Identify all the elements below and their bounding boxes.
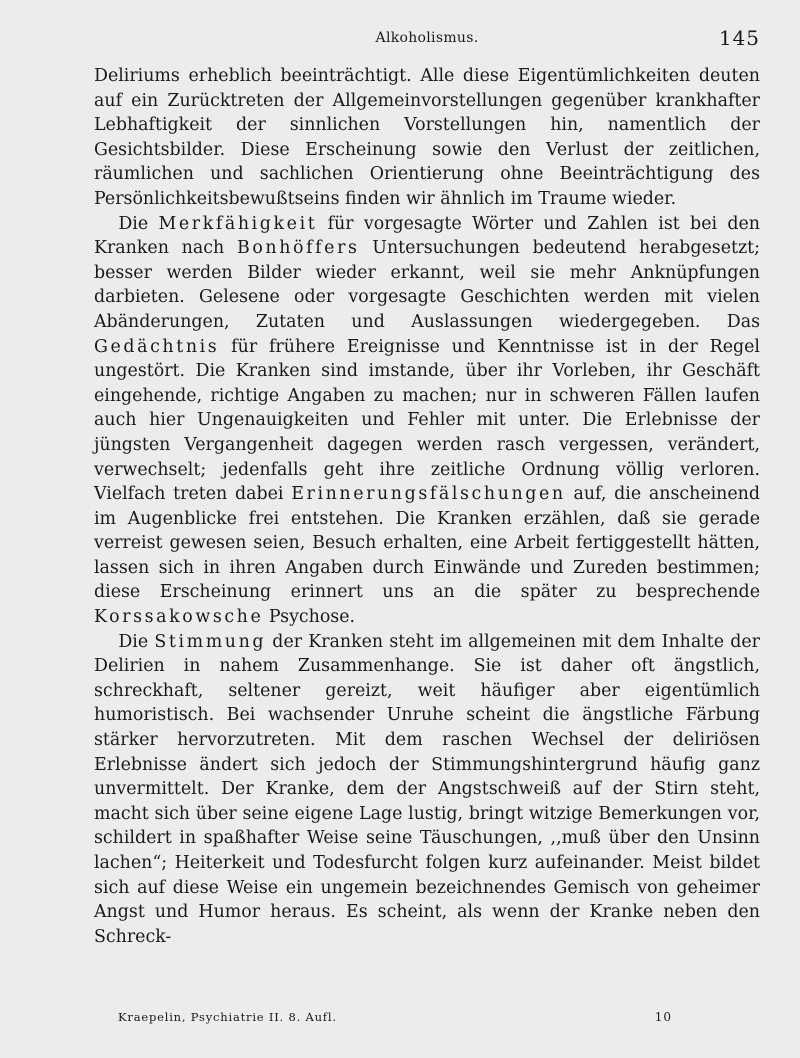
body-text: [94, 64, 760, 949]
page-header: [94, 26, 760, 56]
text-run: für vorgesagte Wörter und Zahlen ist bei den Kranken nach: [94, 213, 760, 259]
text-run: für frühere Ereignisse und Kenntnisse ist in der Regel ungestört. Die Kranken sind imstande, über ihr Vorleben, ihr Geschäft eingehende, richtige Angaben zu machen; nur in schweren Fällen laufen auch hier Ungenauigkeiten und Fehler mit unter. Die Erlebnisse der jüngsten Vergangenheit dagegen werden rasch vergessen, verändert, verwechselt; jedenfalls geht ihre zeitliche Ordnung völlig verloren. Vielfach treten dabei: [94, 336, 760, 505]
text-run: der Kranken steht im allgemeinen mit dem Inhalte der Delirien in nahem Zusammenhange. Sie ist daher oft ängstlich, schreckhaft, seltener gereizt, weit häufiger aber eigentümlich humoristisch. Bei wachsender Unruhe scheint die ängstliche Färbung stärker hervorzutreten. Mit dem raschen Wechsel der deliriösen Erlebnisse ändert sich jedoch der Stimmungshintergrund häufig ganz unvermittelt. Der Kranke, dem der Angstschweiß auf der Stirn steht, macht sich über seine eigene Lage lustig, bringt witzige Bemerkungen vor, schildert in spaßhafter Weise seine Täuschungen, ,,muß über den Unsinn lachen“; Heiterkeit und Todesfurcht folgen kurz aufeinander. Meist bildet sich auf diese Weise ein ungemein bezeichnendes Gemisch von geheimer Angst und Humor heraus. Es scheint, als wenn der Kranke neben den Schreck-: [94, 631, 760, 947]
text-run: Die: [118, 213, 159, 234]
text-run: Psychose.: [263, 607, 356, 628]
emphasized-term: Merkfähigkeit: [158, 213, 318, 234]
emphasized-term: Erinnerungsfälschungen: [291, 484, 566, 505]
paragraph: [94, 212, 760, 630]
page-footer: [118, 1010, 740, 1030]
text-run: Untersuchungen bedeutend herabgesetzt; besser werden Bilder wieder erkannt, weil sie mehr Anknüpfungen darbieten. Gelesene oder vorgesagte Geschichten werden mit vielen Abänderungen, Zutaten und Auslassungen wiedergegeben. Das: [94, 238, 761, 332]
emphasized-term: Gedächtnis: [94, 336, 220, 357]
emphasized-term: Korssakowsche: [94, 607, 264, 628]
page-number: 145: [718, 26, 760, 50]
emphasized-term: Stimmung: [154, 631, 267, 652]
footer-imprint: Kraepelin, Psychiatrie II. 8. Aufl.: [118, 1010, 337, 1024]
text-run: Deliriums erheblich beeinträchtigt. Alle diese Eigentümlichkeiten deuten auf ein Zurücktreten der Allgemeinvorstellungen gegenüber krankhafter Lebhaftigkeit der sinnlichen Vorstellungen hin, namentlich der Gesichtsbilder. Diese Erscheinung sowie den Verlust der zeitlichen, räumlichen und sachlichen Orientierung ohne Beeinträchtigung des Persönlichkeitsbewußtseins finden wir ähnlich im Traume wieder.: [94, 66, 760, 209]
emphasized-term: Bonhöffers: [236, 238, 360, 259]
paragraph: [94, 64, 760, 212]
signature-mark: 10: [654, 1010, 672, 1024]
running-head: Alkoholismus.: [375, 30, 479, 46]
paragraph: [94, 630, 760, 950]
text-run: auf, die anscheinend im Augenblicke frei entstehen. Die Kranken erzählen, daß sie gerade verreist gewesen seien, Besuch erhalten, eine Arbeit fertiggestellt hätten, lassen sich in ihren Angaben durch Einwände und Zureden bestimmen; diese Erscheinung erinnert uns an die später zu besprechende: [94, 484, 760, 603]
text-run: Die: [118, 631, 155, 652]
